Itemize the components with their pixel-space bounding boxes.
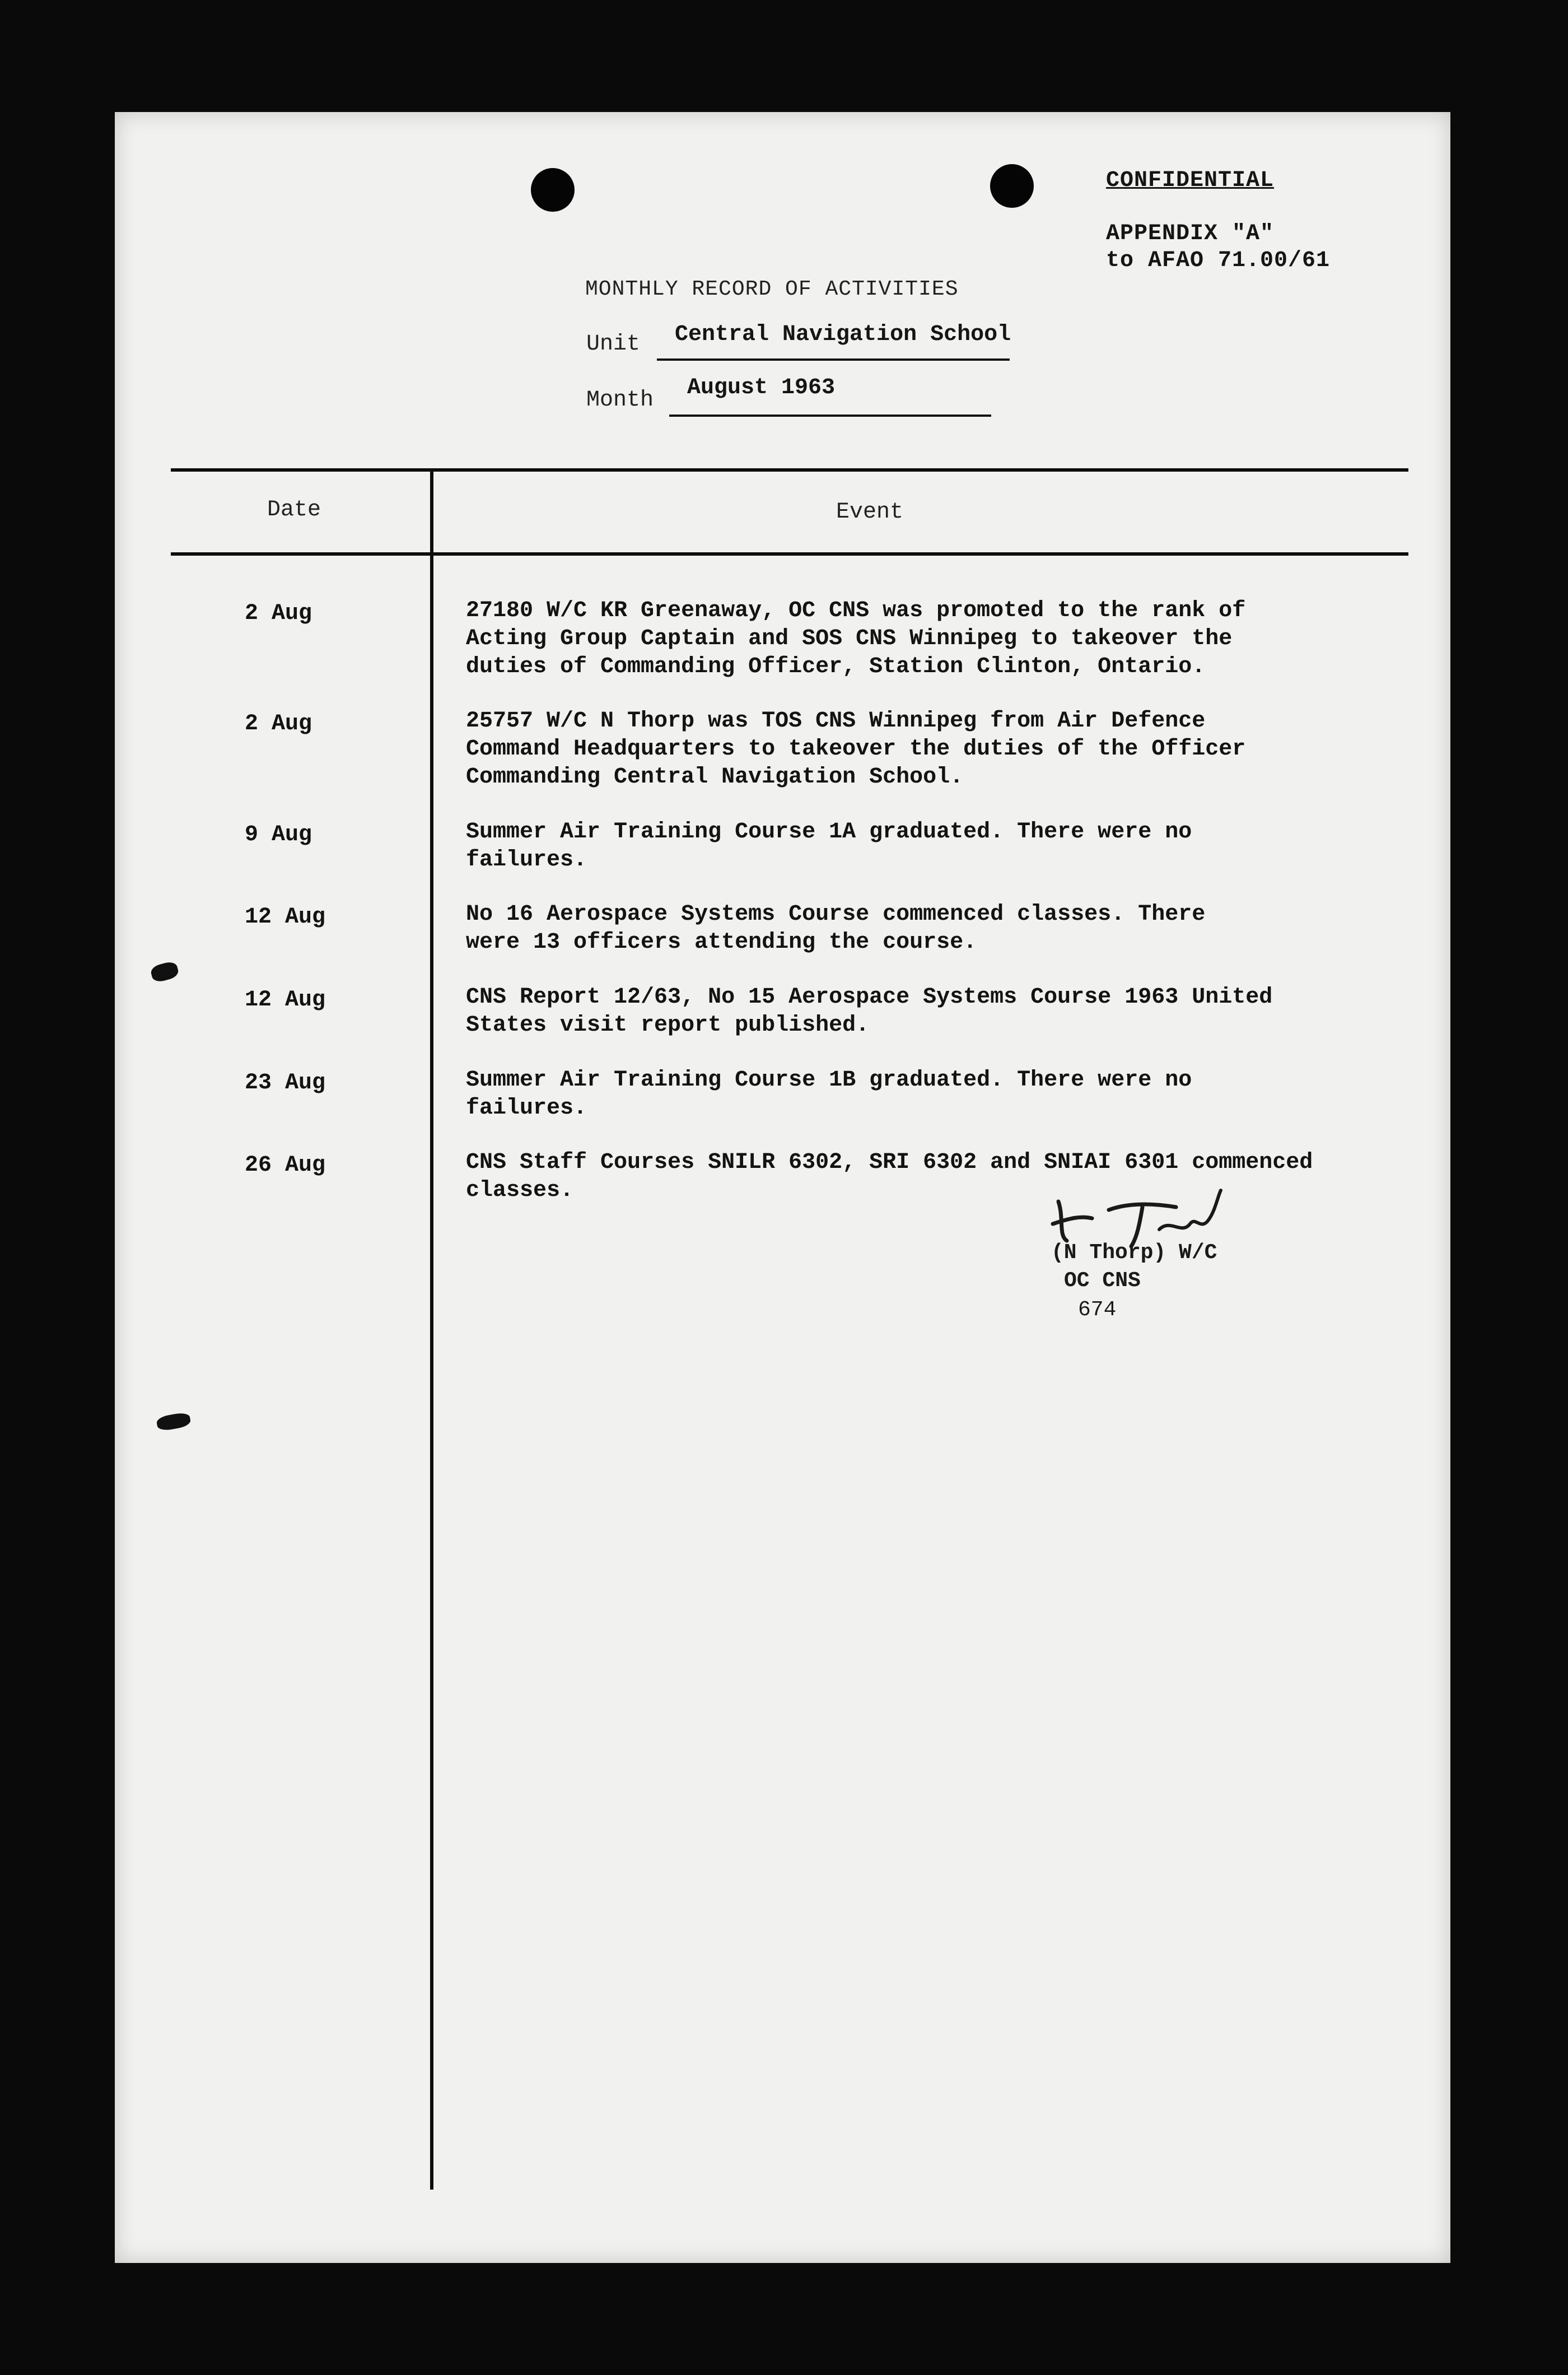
appendix-label: APPENDIX "A"	[1106, 221, 1275, 246]
signature-name: (N Thorp) W/C	[1051, 1241, 1217, 1265]
row-date: 12 Aug	[245, 988, 326, 1013]
page-title: MONTHLY RECORD OF ACTIVITIES	[585, 277, 959, 301]
table-column-divider	[430, 468, 433, 2190]
table-header-rule	[171, 552, 1408, 556]
unit-label: Unit	[586, 332, 641, 357]
month-underline	[669, 415, 991, 417]
signature-post: OC CNS	[1064, 1269, 1141, 1293]
row-date: 12 Aug	[245, 905, 326, 930]
row-date: 2 Aug	[245, 711, 312, 737]
row-event: Summer Air Training Course 1B graduated. There were no failures.	[466, 1068, 1192, 1121]
column-header-event: Event	[836, 500, 904, 525]
ink-smudge	[150, 960, 180, 983]
row-date: 23 Aug	[245, 1070, 326, 1096]
month-label: Month	[586, 388, 654, 413]
punch-hole-right	[990, 164, 1034, 208]
row-date: 26 Aug	[245, 1153, 326, 1178]
afao-reference: to AFAO 71.00/61	[1106, 248, 1331, 273]
row-event: CNS Staff Courses SNILR 6302, SRI 6302 and SNIAI 6301 commenced classes.	[466, 1150, 1313, 1203]
page-number: 674	[1078, 1298, 1117, 1322]
row-event: CNS Report 12/63, No 15 Aerospace Systems Course 1963 United States visit report published.	[466, 985, 1273, 1038]
month-value: August 1963	[687, 375, 836, 401]
table-top-rule	[171, 468, 1408, 472]
unit-value: Central Navigation School	[675, 322, 1011, 347]
document-page	[115, 112, 1450, 2263]
row-date: 9 Aug	[245, 822, 312, 847]
confidential-stamp: CONFIDENTIAL	[1106, 168, 1275, 193]
row-date: 2 Aug	[245, 601, 312, 626]
row-event: Summer Air Training Course 1A graduated. There were no failures.	[466, 819, 1192, 873]
row-event: 27180 W/C KR Greenaway, OC CNS was promoted to the rank of Acting Group Captain and SOS CNS Winnipeg to takeover the duties of Commanding Officer, Station Clinton, Ontario.	[466, 598, 1246, 679]
unit-underline	[657, 358, 1010, 361]
column-header-date: Date	[267, 497, 321, 523]
punch-hole-left	[531, 168, 575, 212]
ink-smudge	[156, 1412, 192, 1432]
row-event: 25757 W/C N Thorp was TOS CNS Winnipeg from Air Defence Command Headquarters to takeover the duties of the Officer Commanding Central Navigation School.	[466, 709, 1246, 790]
row-event: No 16 Aerospace Systems Course commenced classes. There were 13 officers attending the course.	[466, 902, 1206, 955]
